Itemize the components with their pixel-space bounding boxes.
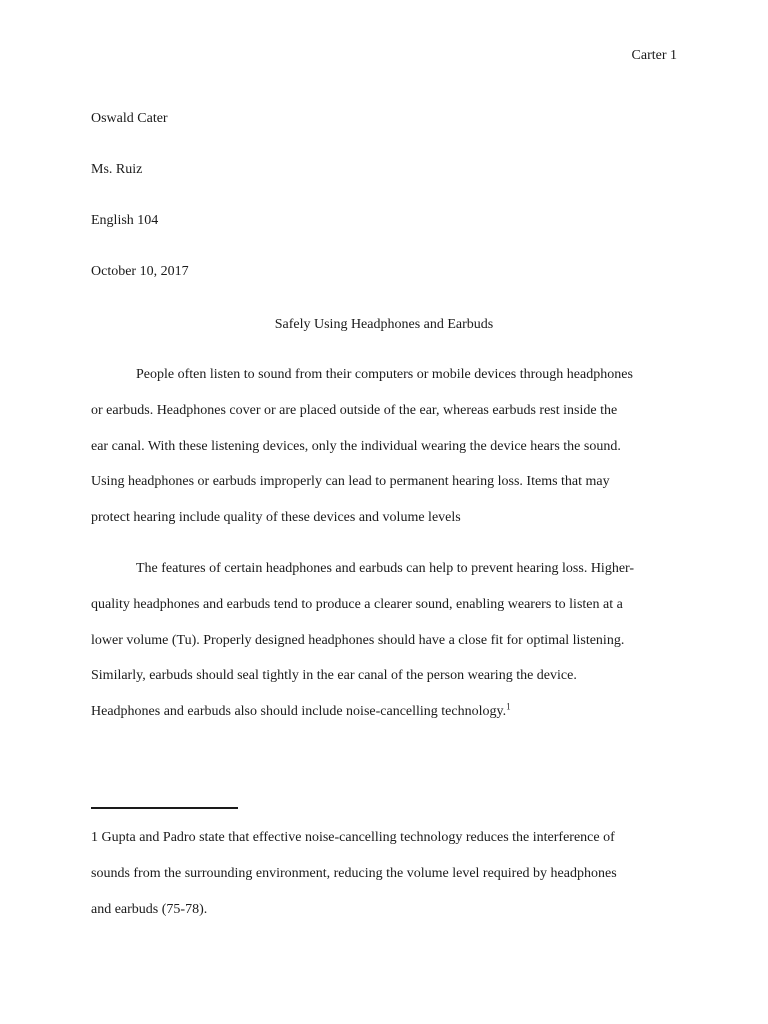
paragraph-line: Similarly, earbuds should seal tightly in the ear canal of the person wearing the device. bbox=[91, 668, 577, 684]
footnote-line: sounds from the surrounding environment, reducing the volume level required by headphones bbox=[91, 865, 617, 881]
paragraph-line: People often listen to sound from their computers or mobile devices through headphones bbox=[136, 367, 633, 382]
paragraph-line: or earbuds. Headphones cover or are placed outside of the ear, whereas earbuds rest inside the bbox=[91, 402, 618, 418]
footnote bbox=[91, 820, 677, 927]
mla-heading bbox=[91, 110, 681, 314]
paragraph-line: Using headphones or earbuds improperly can lead to permanent hearing loss. Items that may bbox=[91, 474, 610, 490]
running-header-page-number: Carter 1 bbox=[631, 48, 677, 63]
course-name: English 104 bbox=[91, 213, 159, 228]
body-paragraph-2 bbox=[91, 551, 677, 730]
paragraph-line: Headphones and earbuds also should include noise-cancelling technology.$^1$ bbox=[91, 701, 511, 720]
footnote-separator bbox=[91, 807, 238, 809]
paper-title: Safely Using Headphones and Earbuds bbox=[274, 317, 494, 332]
paragraph-line: The features of certain headphones and earbuds can help to prevent hearing loss. Higher- bbox=[136, 561, 635, 576]
body-paragraph-1 bbox=[91, 357, 677, 536]
paragraph-line: lower volume (Tu). Properly designed headphones should have a close fit for optimal listening. bbox=[91, 632, 625, 648]
instructor-name: Ms. Ruiz bbox=[91, 162, 143, 177]
footnote-line: and earbuds (75-78). bbox=[91, 901, 208, 917]
paragraph-line: protect hearing include quality of these devices and volume levels bbox=[91, 510, 461, 526]
paragraph-line: quality headphones and earbuds tend to produce a clearer sound, enabling wearers to listen at a bbox=[91, 596, 623, 612]
paragraph-line: ear canal. With these listening devices, only the individual wearing the device hears the sound. bbox=[91, 438, 621, 454]
submission-date: October 10, 2017 bbox=[91, 264, 189, 279]
footnote-line: 1 Gupta and Padro state that effective noise-cancelling technology reduces the interference of bbox=[91, 830, 615, 845]
author-name: Oswald Cater bbox=[91, 111, 168, 126]
footnote-reference[interactable]: 1 bbox=[506, 701, 511, 712]
